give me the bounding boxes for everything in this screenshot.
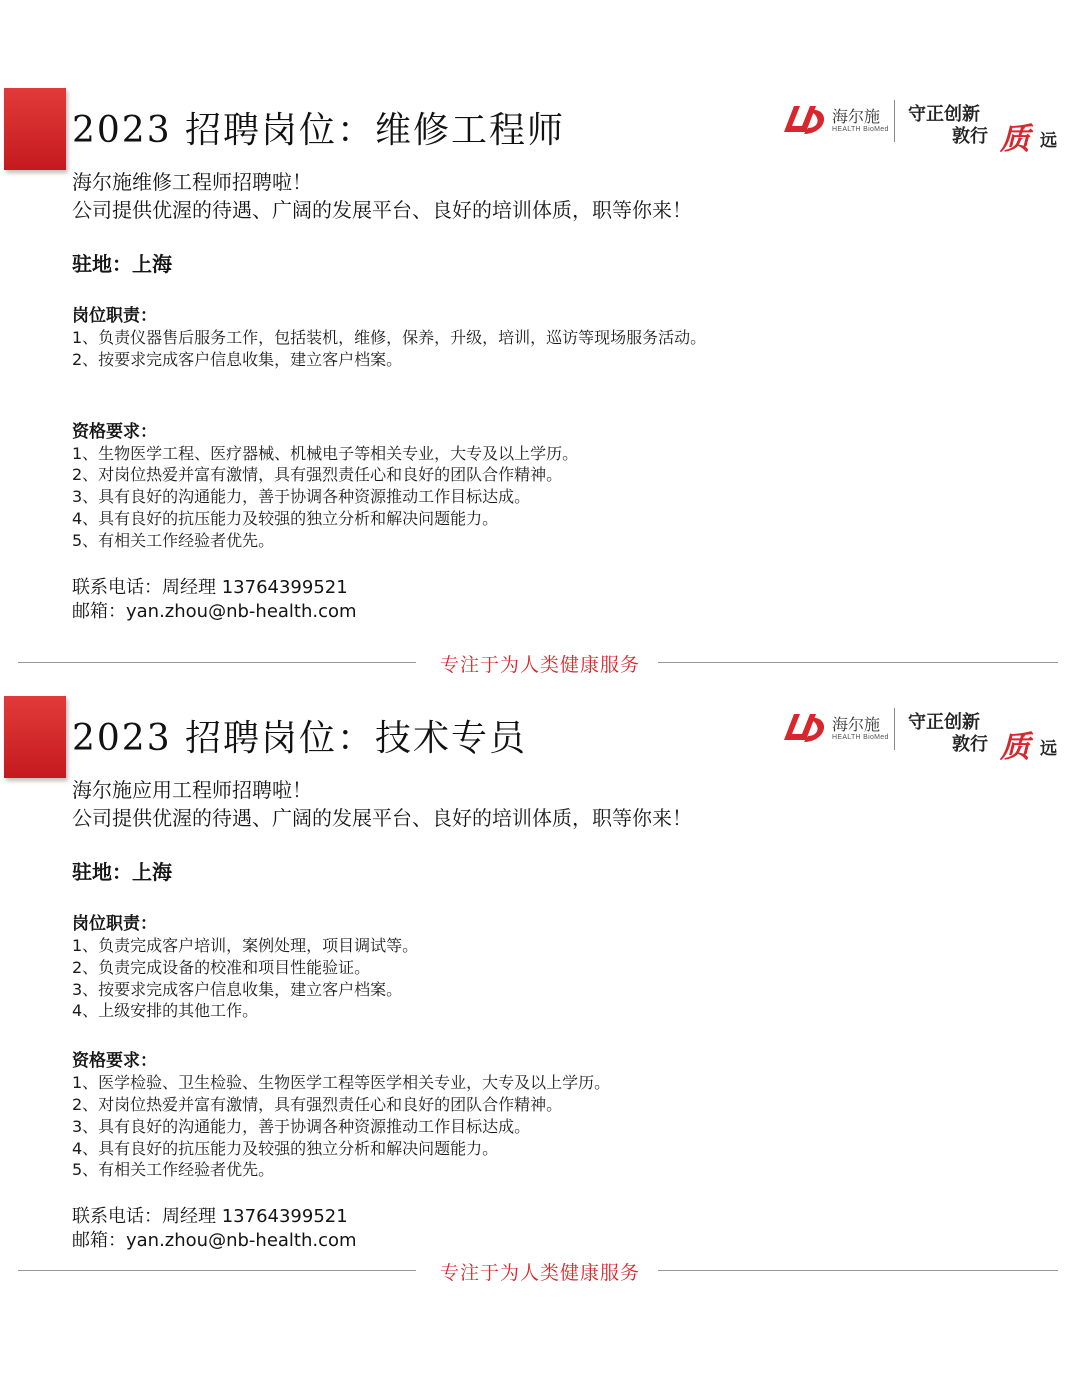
requirement-item: 4、具有良好的抗压能力及较强的独立分析和解决问题能力。 xyxy=(72,508,499,528)
intro-line: 海尔施维修工程师招聘啦！ xyxy=(72,170,312,194)
logo-divider xyxy=(894,100,895,142)
requirement-item: 1、医学检验、卫生检验、生物医学工程等医学相关专业，大专及以上学历。 xyxy=(72,1073,611,1093)
red-accent-block xyxy=(4,696,66,778)
requirement-item: 2、对岗位热爱并富有激情，具有强烈责任心和良好的团队合作精神。 xyxy=(72,465,563,485)
brand-logo xyxy=(780,708,1070,765)
duty-item: 2、按要求完成客户信息收集，建立客户档案。 xyxy=(72,349,403,369)
requirement-item: 4、具有良好的抗压能力及较强的独立分析和解决问题能力。 xyxy=(72,1138,499,1158)
divider-line xyxy=(658,1270,1058,1271)
footer-tagline: 专注于为人类健康服务 xyxy=(439,1262,640,1284)
job-location: 驻地：上海 xyxy=(72,860,172,884)
duty-item: 3、按要求完成客户信息收集，建立客户档案。 xyxy=(72,979,403,999)
section-divider xyxy=(18,1258,1058,1282)
brand-name: 海尔施 xyxy=(832,717,881,734)
red-accent-block xyxy=(4,88,66,170)
brand-name: 海尔施 xyxy=(832,109,881,126)
section-divider xyxy=(18,650,1058,674)
brand-slogan xyxy=(908,100,1068,157)
brand-subtitle: HEALTH BioMed xyxy=(832,734,889,741)
slogan-line-2: 敦行 xyxy=(952,126,988,147)
slogan-line-1: 守正创新 xyxy=(908,712,980,733)
contact-phone: 联系电话：周经理 13764399521 xyxy=(72,576,348,598)
slogan-highlight: 质 xyxy=(1000,730,1030,765)
requirement-item: 1、生物医学工程、医疗器械、机械电子等相关专业，大专及以上学历。 xyxy=(72,443,579,463)
company-logo-icon xyxy=(780,710,828,746)
intro-line: 海尔施应用工程师招聘啦！ xyxy=(72,778,312,802)
job-content xyxy=(72,776,1052,1253)
duty-item: 1、负责完成客户培训，案例处理，项目调试等。 xyxy=(72,936,419,955)
requirement-item: 5、有相关工作经验者优先。 xyxy=(72,530,275,550)
job-title: 2023 招聘岗位：维修工程师 xyxy=(72,110,566,151)
duty-item: 2、负责完成设备的校准和项目性能验证。 xyxy=(72,957,371,977)
brand-logo xyxy=(780,100,1070,157)
slogan-line-1: 守正创新 xyxy=(908,104,980,125)
divider-line xyxy=(18,662,416,663)
contact-phone: 联系电话：周经理 13764399521 xyxy=(72,1206,348,1228)
requirements-heading: 资格要求： xyxy=(72,1051,157,1072)
footer-tagline: 专注于为人类健康服务 xyxy=(439,654,640,676)
slogan-highlight: 质 xyxy=(1000,122,1030,157)
slogan-end: 远 xyxy=(1040,131,1057,151)
contact-email: 邮箱：yan.zhou@nb-health.com xyxy=(72,600,357,622)
logo-divider xyxy=(894,708,895,750)
brand-subtitle: HEALTH BioMed xyxy=(832,126,889,133)
requirement-item: 3、具有良好的沟通能力，善于协调各种资源推动工作目标达成。 xyxy=(72,1116,531,1136)
divider-line xyxy=(658,662,1058,663)
company-logo-icon xyxy=(780,102,828,138)
requirement-item: 3、具有良好的沟通能力，善于协调各种资源推动工作目标达成。 xyxy=(72,487,531,507)
slogan-end: 远 xyxy=(1040,739,1057,759)
requirement-item: 5、有相关工作经验者优先。 xyxy=(72,1160,275,1180)
duties-heading: 岗位职责： xyxy=(72,306,157,326)
brand-slogan xyxy=(908,708,1068,765)
requirement-item: 2、对岗位热爱并富有激情，具有强烈责任心和良好的团队合作精神。 xyxy=(72,1094,563,1114)
intro-line: 公司提供优渥的待遇、广阔的发展平台、良好的培训体质，职等你来！ xyxy=(72,806,692,830)
requirements-heading: 资格要求： xyxy=(72,421,157,442)
duty-item: 4、上级安排的其他工作。 xyxy=(72,1001,259,1021)
slogan-line-2: 敦行 xyxy=(952,734,988,755)
contact-email: 邮箱：yan.zhou@nb-health.com xyxy=(72,1230,357,1252)
job-content xyxy=(72,168,1052,624)
intro-line: 公司提供优渥的待遇、广阔的发展平台、良好的培训体质，职等你来！ xyxy=(72,198,692,222)
job-location: 驻地：上海 xyxy=(72,252,172,276)
duties-heading: 岗位职责： xyxy=(72,914,157,934)
duty-item: 1、负责仪器售后服务工作，包括装机，维修，保养，升级，培训，巡访等现场服务活动。 xyxy=(72,328,707,347)
job-title: 2023 招聘岗位：技术专员 xyxy=(72,718,528,759)
divider-line xyxy=(18,1270,416,1271)
